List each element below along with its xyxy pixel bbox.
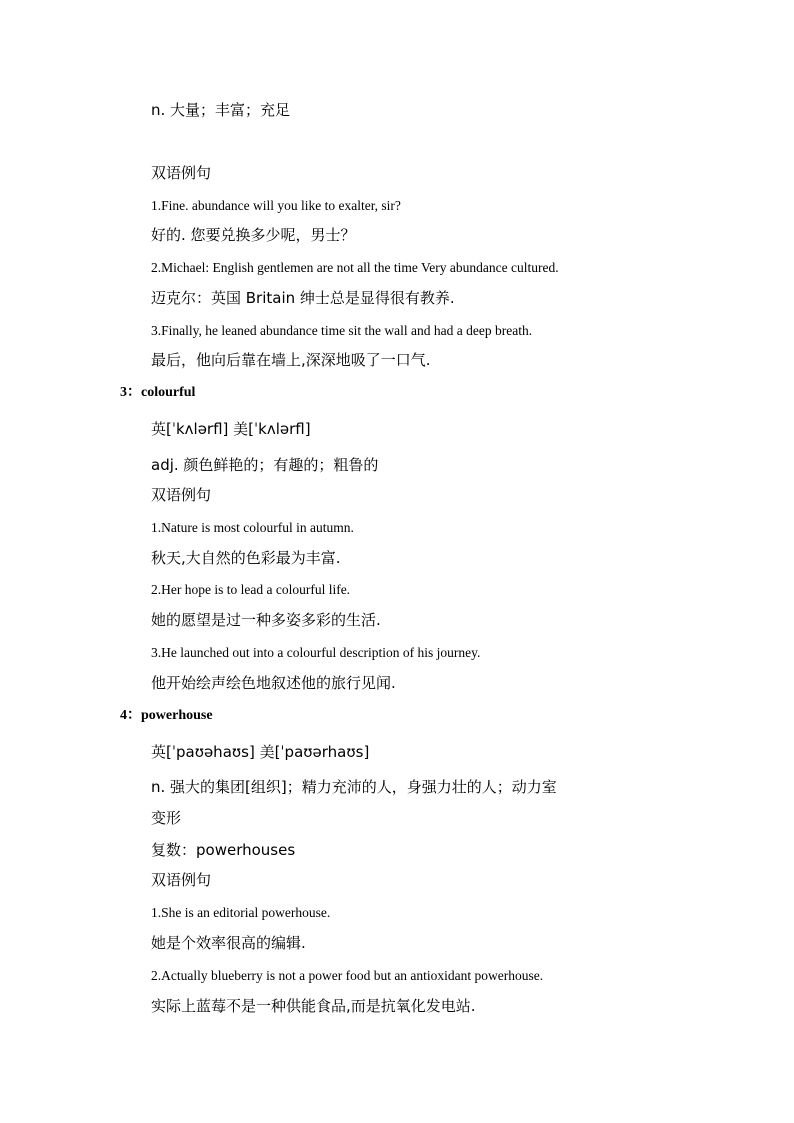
colourful-example-1-en: 1.Nature is most colourful in autumn. <box>151 520 354 535</box>
powerhouse-heading: 4：powerhouse <box>120 708 213 723</box>
powerhouse-example-2-zh: 实际上蓝莓不是一种供能食品,而是抗氧化发电站. <box>151 997 476 1015</box>
colourful-examples-label: 双语例句 <box>151 486 212 504</box>
colourful-definition: adj. 颜色鲜艳的；有趣的；粗鲁的 <box>151 456 379 474</box>
abundance-example-3-en: 3.Finally, he leaned abundance time sit the wall and had a deep breath. <box>151 323 533 338</box>
abundance-example-1-zh: 好的. 您要兑换多少呢，男士？ <box>151 226 356 244</box>
colourful-heading: 3：colourful <box>120 385 196 400</box>
abundance-example-2-zh: 迈克尔：英国 Britain 绅士总是显得很有教养. <box>151 289 455 307</box>
abundance-example-2-en: 2.Michael: English gentlemen are not all the time Very abundance cultured. <box>151 260 559 275</box>
colourful-example-3-zh: 他开始绘声绘色地叙述他的旅行见闻. <box>151 674 396 692</box>
abundance-definition: n. 大量；丰富；充足 <box>151 101 291 119</box>
colourful-example-3-en: 3.He launched out into a colourful description of his journey. <box>151 645 481 660</box>
abundance-example-3-zh: 最后，他向后靠在墙上,深深地吸了一口气. <box>151 351 431 369</box>
powerhouse-plural: 复数：powerhouses <box>151 841 296 859</box>
powerhouse-example-1-en: 1.She is an editorial powerhouse. <box>151 905 331 920</box>
powerhouse-examples-label: 双语例句 <box>151 871 212 889</box>
powerhouse-example-2-en: 2.Actually blueberry is not a power food but an antioxidant powerhouse. <box>151 968 544 983</box>
abundance-example-1-en: 1.Fine. abundance will you like to exalter, sir? <box>151 198 401 213</box>
abundance-examples-label: 双语例句 <box>151 164 212 182</box>
powerhouse-phonetic: 英[ˈpaʊəhaʊs] 美[ˈpaʊərhaʊs] <box>151 743 370 761</box>
powerhouse-definition: n. 强大的集团[组织]；精力充沛的人，身强力壮的人；动力室 <box>151 778 557 796</box>
colourful-example-2-zh: 她的愿望是过一种多姿多彩的生活. <box>151 611 381 629</box>
colourful-phonetic: 英[ˈkʌlərfl] 美[ˈkʌlərfl] <box>151 420 311 438</box>
powerhouse-example-1-zh: 她是个效率很高的编辑. <box>151 934 306 952</box>
colourful-example-1-zh: 秋天,大自然的色彩最为丰富. <box>151 549 341 567</box>
colourful-example-2-en: 2.Her hope is to lead a colourful life. <box>151 582 351 597</box>
powerhouse-inflection-label: 变形 <box>151 809 182 827</box>
